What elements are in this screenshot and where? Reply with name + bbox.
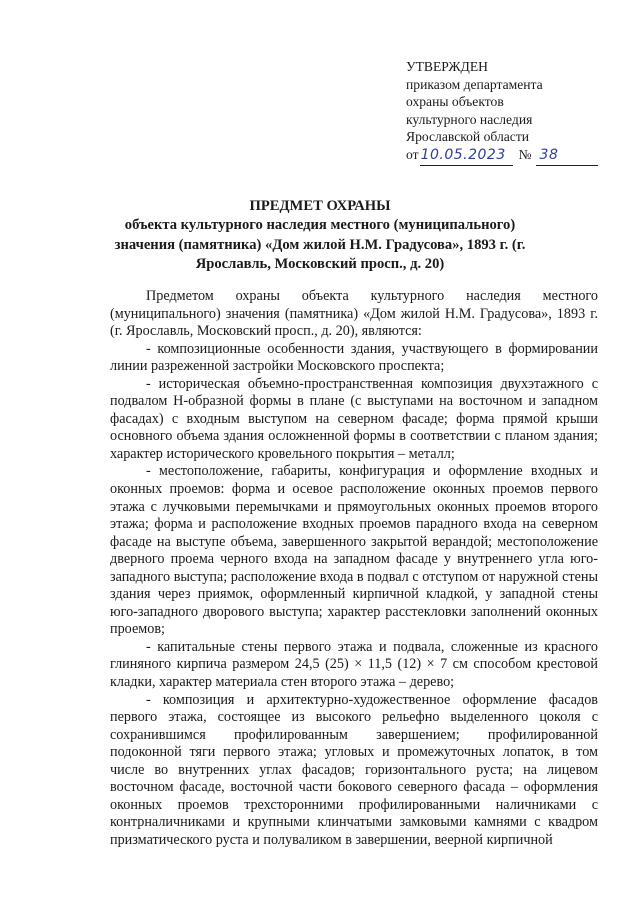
approval-block bbox=[406, 58, 598, 166]
body-paragraph: - местоположение, габариты, конфигурация и оформление входных и оконных проемов: форма и осевое расположение оконных проемов первого этажа с лучковыми перемычками и прямоугольных оконных проемов второго этажа; форма и расположение входных проемов парадного входа на северном фасаде на выступе объема, завершенного закрытой верандой; местоположение дверного проема черного входа на западном фасаде у внутреннего угла юго-западного выступа; расположение входа в подвал с отступом от наружной стены здания через приямок, оформленный кирпичной кладкой, у западной стены юго-западного дворового выступа; характер расстекловки заполнений оконных проемов; bbox=[110, 463, 598, 638]
body-paragraph: Предметом охраны объекта культурного наследия местного (муниципального) значения (памятника) «Дом жилой Н.М. Градусова», 1893 г. (г. Ярославль, Московский просп., д. 20), являются: bbox=[110, 288, 598, 340]
document-body bbox=[110, 288, 598, 850]
body-paragraph: - капитальные стены первого этажа и подвала, сложенные из красного глиняного кирпича размером 24,5 (25) × 11,5 (12) × 7 см способом крестовой кладки, характер материала стен второго этажа – дерево; bbox=[110, 638, 598, 691]
document-heading bbox=[100, 197, 540, 275]
approval-line: Ярославской области bbox=[406, 129, 530, 145]
from-label: от bbox=[406, 146, 419, 162]
order-date-number-line bbox=[406, 146, 598, 166]
heading-title: ПРЕДМЕТ ОХРАНЫ bbox=[249, 198, 391, 214]
approval-line: культурного наследия bbox=[406, 111, 533, 127]
body-paragraph: - композиция и архитектурно-художественное оформление фасадов первого этажа, состоящее из высокого рельефно выделенного цоколя с сохранившимся профилированным завершением; профилированной подоконной тяги первого этажа; угловых и промежуточных лопаток, в том числе во внутренних углах фасадов; горизонтального руста; на лицевом восточном фасаде, восточной части бокового северного фасада – оформления оконных проемов трехсторонними профилированными наличниками с контрналичниками и крупными клинчатыми замковыми камнями с квадром призматического руста и полуваликом в завершении, веерной кирпичной bbox=[110, 691, 598, 848]
handwritten-date: 10.05.2023 bbox=[420, 146, 506, 163]
number-label: № bbox=[518, 146, 532, 162]
body-paragraph: - историческая объемно-пространственная композиция двухэтажного с подвалом Н-образной формы в плане (с выступами на восточном и западном фасадах) с входным выступом на северном фасаде; форма прямой крыши основного объема здания осложненной формы в соответствии с планом здания; характер исторического кровельного покрытия – металл; bbox=[110, 375, 598, 462]
body-paragraph: - композиционные особенности здания, участвующего в формировании линии разреженной застройки Московского проспекта; bbox=[110, 340, 598, 375]
order-date-field bbox=[420, 146, 513, 166]
heading-subtitle: объекта культурного наследия местного (муниципального) значения (памятника) «Дом жилой Н.М. Градусова», 1893 г. (г. Ярославль, Московский просп., д. 20) bbox=[114, 217, 526, 273]
handwritten-number: 38 bbox=[539, 146, 559, 163]
approval-title: УТВЕРЖДЕН bbox=[406, 59, 488, 74]
order-number-field bbox=[536, 146, 598, 166]
approval-line: приказом департамента bbox=[406, 76, 543, 92]
approval-line: охраны объектов bbox=[406, 94, 504, 110]
